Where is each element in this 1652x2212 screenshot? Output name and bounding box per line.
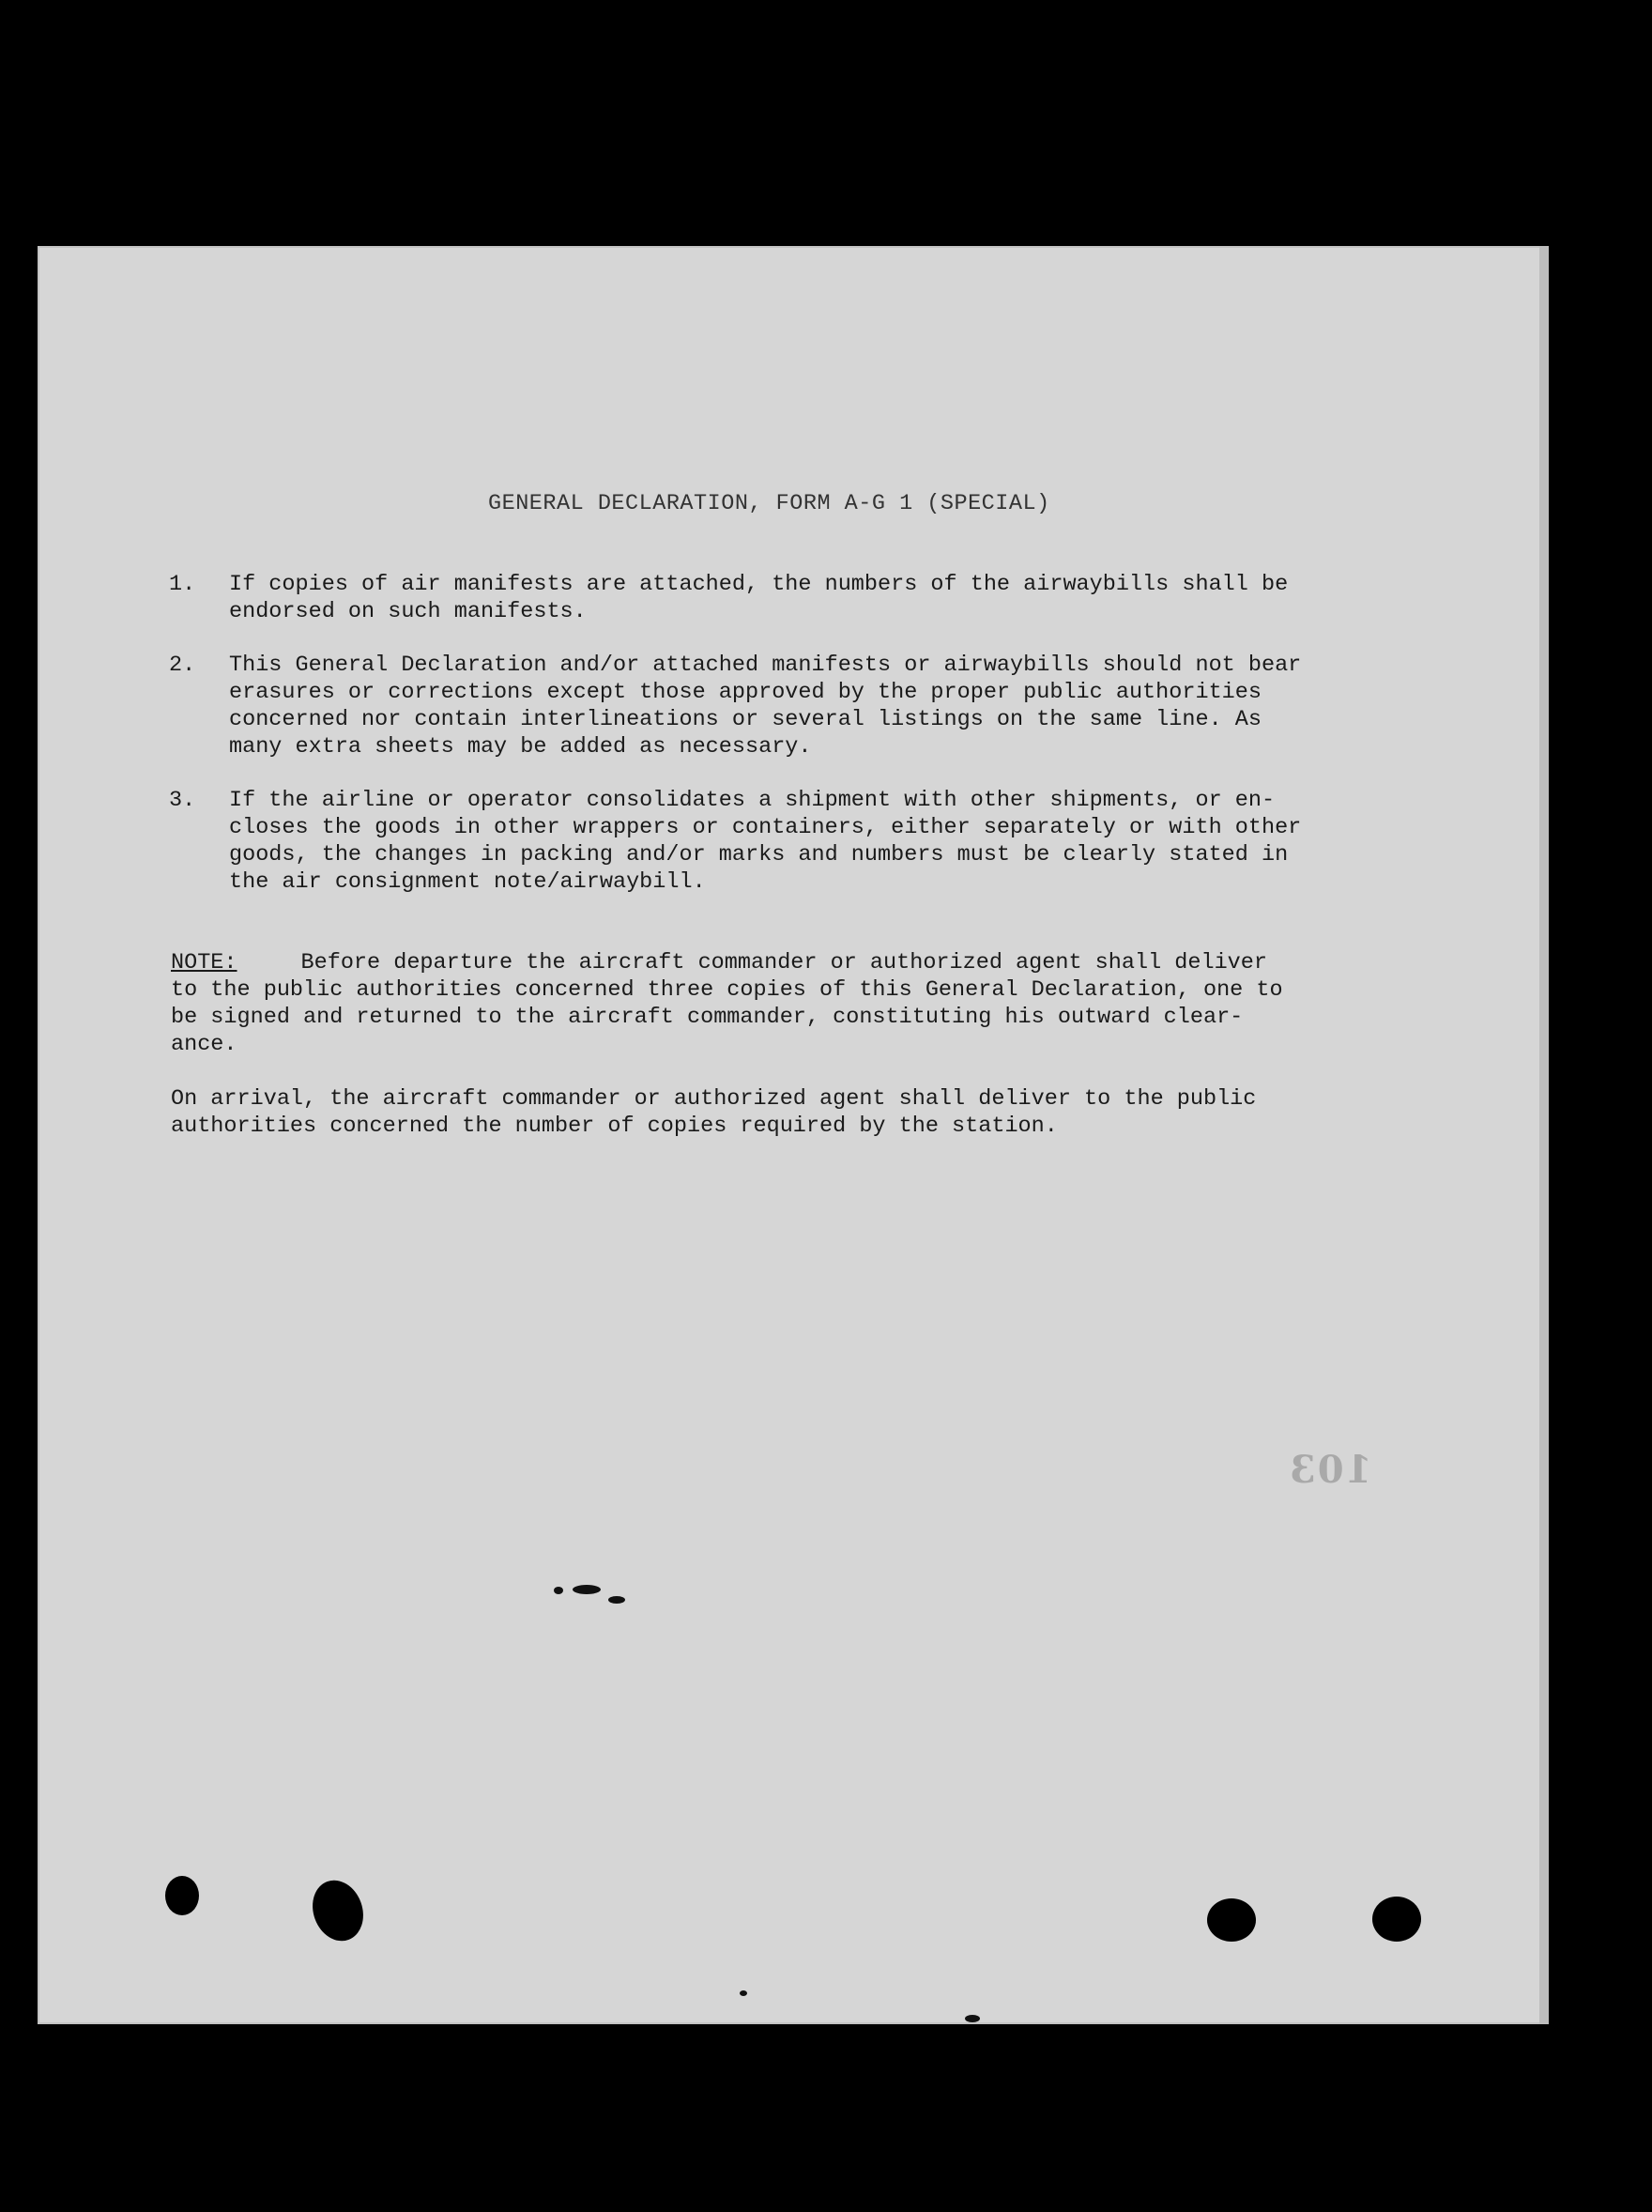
note-label: NOTE: <box>171 950 237 975</box>
item-text: This General Declaration and/or attached manifests or airwaybills should not bear erasures or corrections except those approved by the proper public authorities concerned nor contain interlineations or several listings on the same line. As many extra sheets may be added as necessary. <box>229 653 1302 760</box>
document-title: GENERAL DECLARATION, FORM A-G 1 (SPECIAL) <box>488 491 1050 516</box>
ink-speck <box>608 1596 625 1604</box>
note-paragraph <box>171 949 1415 1058</box>
mirrored-stamp: 103 <box>1288 1448 1372 1492</box>
punch-hole <box>1372 1897 1421 1942</box>
arrival-paragraph: On arrival, the aircraft commander or authorized agent shall deliver to the public authorities concerned the number of copies required by the station. <box>171 1086 1257 1139</box>
note-text: Before departure the aircraft commander or authorized agent shall deliver to the public authorities concerned three copies of this General Declaration, one to be signed and returned to the aircraft commander, constituting his outward clear- ance. <box>171 950 1283 1057</box>
ink-speck <box>573 1585 601 1594</box>
ink-speck <box>740 1990 747 1996</box>
item-number: 3. <box>169 788 196 813</box>
ink-speck <box>965 2015 980 2022</box>
ink-speck <box>554 1587 563 1594</box>
punch-hole <box>1207 1898 1256 1942</box>
item-text: If the airline or operator consolidates a shipment with other shipments, or en- closes the goods in other wrappers or containers, either separately or with other goods, the changes in packing and/or marks and numbers must be clearly stated in the air consignment note/airwaybill. <box>229 788 1302 895</box>
item-number: 1. <box>169 572 196 597</box>
punch-hole <box>165 1876 199 1915</box>
item-number: 2. <box>169 653 196 678</box>
sheet-edge <box>1539 246 1549 2024</box>
item-text: If copies of air manifests are attached, the numbers of the airwaybills shall be endorsed on such manifests. <box>229 572 1289 624</box>
